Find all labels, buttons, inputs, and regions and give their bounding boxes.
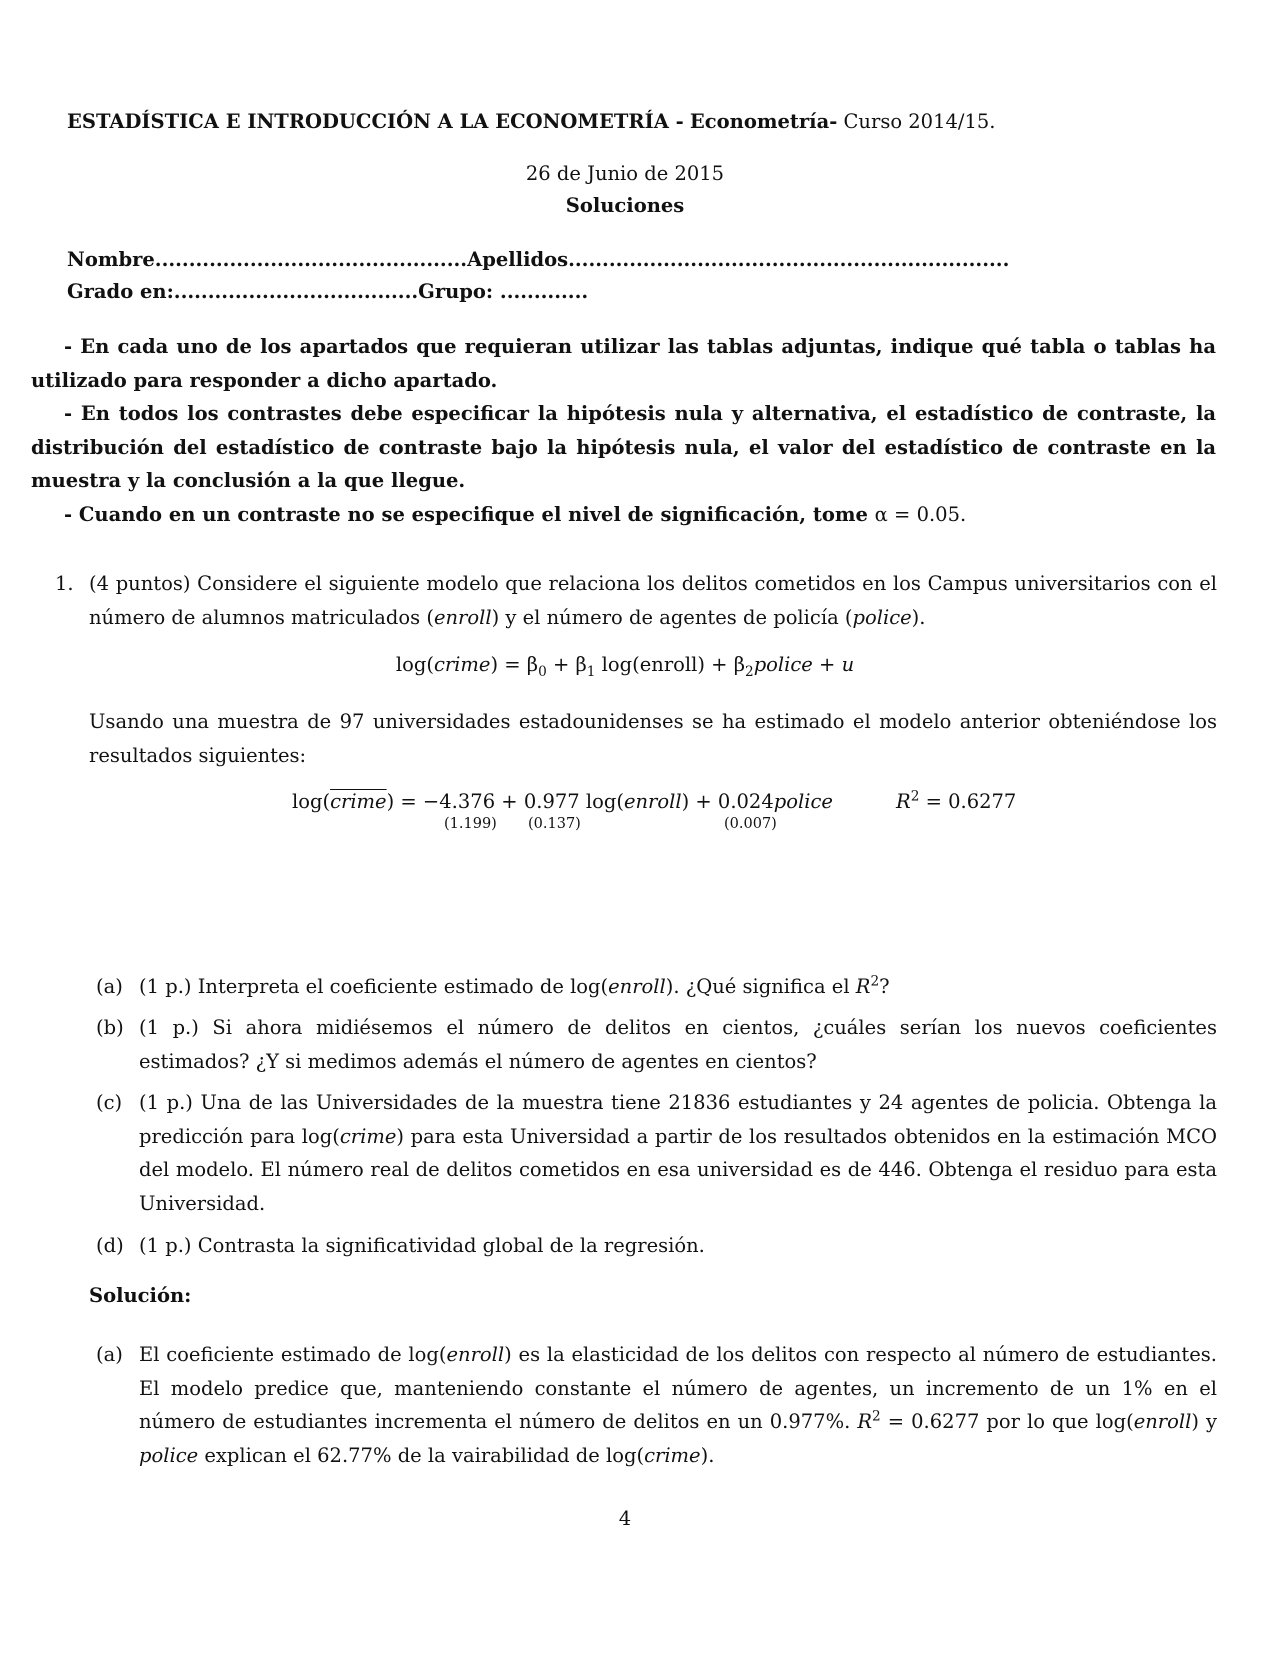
se-enroll: (0.137) — [528, 816, 581, 832]
part-c: (c) (1 p.) Una de las Universidades de la muestra tiene 21836 estudiantes y 24 agentes de policia. Obtenga la predicción para log(crime) para esta Universidad a partir de los resultados obtenidos en la estimación MCO del modelo. El número real de delitos cometidos en esa universidad es de 446. Obtenga el residuo para esta Universidad. — [96, 1091, 1217, 1215]
page-subtitle: Soluciones — [565, 194, 685, 217]
question-number: 1. — [55, 572, 74, 595]
estimated-equation: log(crime) = −4.376 + 0.977 log(enroll) + 0.024police (1.199) (0.137) (0.007) $R^2 = 0.6277$ — [292, 788, 1017, 832]
page-number: 4 — [618, 1507, 632, 1530]
grado-field: Grado en:.................................... — [67, 280, 419, 303]
grade-line — [67, 280, 588, 303]
name-line — [67, 248, 1009, 271]
nombre-field: Nombre.............................................. — [67, 248, 468, 271]
se-police: (0.007) — [724, 816, 777, 832]
var-enroll: enroll — [433, 605, 492, 629]
instruction-significance — [31, 498, 1216, 532]
question-intro: (4 puntos) Considere el siguiente modelo que relaciona los delitos cometidos en los Campus universitarios con el número de alumnos matriculados (enroll) y el número de agentes de policía (police). — [89, 572, 1217, 629]
instructions — [31, 330, 1216, 531]
instruction-tables: - En cada uno de los apartados que requieran utilizar las tablas adjuntas, indique qué tabla o tablas ha utilizado para responder a dicho apartado. — [31, 335, 1216, 392]
solution-heading: Solución: — [89, 1284, 192, 1307]
se-intercept: (1.199) — [444, 816, 497, 832]
alpha-value: α = 0.05. — [874, 502, 967, 526]
exam-header — [67, 110, 1217, 133]
grupo-field: Grupo: ............. — [418, 280, 589, 303]
r-squared: $R^2 = 0.6277$ — [896, 788, 1017, 813]
model-equation: log(crime) = $\beta_0 + \beta_1$ log(enroll) + $\beta_2police + u$ — [395, 653, 855, 680]
exam-date: 26 de Junio de 2015 — [525, 162, 725, 185]
question-1 — [55, 567, 1217, 634]
var-police: police — [852, 605, 912, 629]
course-title: ESTADÍSTICA E INTRODUCCIÓN A LA ECONOMETRÍA - — [67, 110, 684, 133]
apellidos-field: Apellidos................................................................. — [467, 248, 1010, 271]
crime-hat: crime — [330, 790, 387, 813]
instruction-tests: - En todos los contrastes debe especificar la hipótesis nula y alternativa, el estadístico de contraste, la distribución del estadístico de contraste bajo la hipótesis nula, el valor del estadístico de contraste en la muestra y la conclusión a la que llegue. — [31, 402, 1216, 492]
part-b: (b) (1 p.) Si ahora midiésemos el número de delitos en cientos, ¿cuáles serían los nuevos coeficientes estimados? ¿Y si medimos además el número de agentes en cientos? — [96, 1016, 1217, 1073]
solution-a: (a) El coeficiente estimado de log(enroll) es la elasticidad de los delitos con respecto al número de estudiantes. El modelo predice que, manteniendo constante el número de agentes, un incremento de un 1% en el número de estudiantes incrementa el número de delitos en un 0.977%. $R^2 = 0.6277$ por lo que log(enroll) y police explican el 62.77% de la vairabilidad de log(crime). — [96, 1343, 1218, 1467]
instruction-significance-text: - Cuando en un contraste no se especifique el nivel de significación, tome — [64, 502, 868, 526]
term: Curso 2014/15. — [843, 110, 996, 133]
part-d: (d) (1 p.) Contrasta la significatividad global de la regresión. — [96, 1234, 705, 1257]
sample-description: Usando una muestra de 97 universidades estadounidenses se ha estimado el modelo anterior obteniéndose los resultados siguientes: — [89, 710, 1217, 767]
part-a: (a) (1 p.) Interpreta el coeficiente estimado de log(enroll). ¿Qué significa el $R^2$? — [96, 973, 890, 998]
subject-name: Econometría- — [689, 110, 838, 133]
